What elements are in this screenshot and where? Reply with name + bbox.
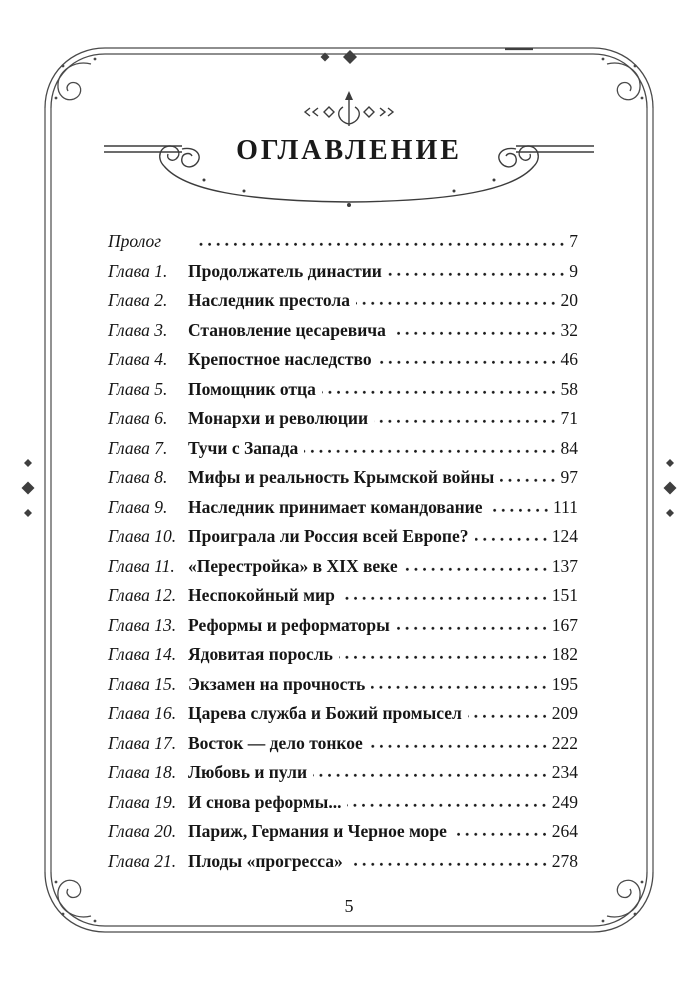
- toc-entry-label: Глава 20.: [108, 821, 177, 841]
- toc-dot-leader: [322, 388, 558, 395]
- toc-entry-label: Глава 4.: [108, 349, 168, 369]
- toc-entry-label: Глава 9.: [108, 496, 168, 517]
- toc-entry-label: Глава 17.: [108, 732, 177, 753]
- toc-entry-title: Реформы и реформаторы: [188, 614, 390, 635]
- toc-entry-title: Наследник принимает командование: [188, 496, 483, 517]
- toc-dot-leader: [347, 801, 548, 808]
- toc-entry-title: Царева служба и Божий промысел: [188, 703, 462, 723]
- toc-entry-label: Глава 14.: [108, 644, 177, 664]
- toc-entry: [108, 522, 578, 552]
- toc-entry-label: Глава 5.: [108, 378, 168, 399]
- toc-entry-title: И снова реформы...: [188, 791, 342, 812]
- toc-dot-leader: [369, 742, 549, 749]
- toc-entry-page: 20: [560, 290, 578, 310]
- toc-entry-title: Продолжатель династии: [188, 260, 382, 281]
- toc-entry: [108, 493, 578, 523]
- toc-entry: [108, 729, 578, 759]
- toc-entry-title: Плоды «прогресса»: [188, 850, 343, 871]
- toc-dot-leader: [468, 712, 549, 719]
- toc-entry-title: Крепостное наследство: [188, 349, 372, 369]
- toc-entry-title: Мифы и реальность Крымской войны: [188, 467, 495, 487]
- toc-entry-label: Глава 3.: [108, 319, 168, 340]
- toc-dot-leader: [489, 506, 551, 513]
- toc-entry: [108, 847, 578, 877]
- toc-entry: [108, 640, 578, 670]
- left-diamond-ornament: [22, 459, 35, 517]
- toc-entry-page: 9: [569, 260, 578, 281]
- toc-entry-title: Монархи и революции: [188, 408, 369, 428]
- toc-dot-leader: [194, 240, 566, 247]
- toc-dot-leader: [404, 565, 549, 572]
- toc-entry: [108, 581, 578, 611]
- toc-entry-page: 124: [551, 526, 578, 546]
- toc-entry-label: Пролог: [108, 231, 162, 251]
- toc-entry: [108, 404, 578, 434]
- toc-entry-title: Париж, Германия и Черное море: [188, 821, 447, 841]
- toc-entry: [108, 227, 578, 257]
- toc-entry-label: Глава 6.: [108, 408, 168, 428]
- toc-entry-page: 7: [569, 231, 578, 251]
- toc-entry: [108, 817, 578, 847]
- toc-entry-page: 278: [551, 850, 578, 871]
- toc-entry: [108, 552, 578, 582]
- toc-entry-page: 195: [551, 673, 578, 694]
- toc-entry-title: Любовь и пули: [188, 762, 308, 782]
- toc-entry-title: Тучи с Запада: [188, 437, 299, 458]
- toc-entry-page: 209: [551, 703, 578, 723]
- header: [104, 88, 594, 216]
- toc-entry-title: Проиграла ли Россия всей Европе?: [188, 526, 469, 546]
- toc-entry: [108, 257, 578, 287]
- toc-dot-leader: [500, 476, 557, 483]
- finial-icon: [305, 91, 393, 126]
- toc-entry-title: «Перестройка» в XIX веке: [188, 555, 398, 576]
- toc-entry-page: 222: [551, 732, 578, 753]
- center-dot-ornament: [347, 203, 351, 207]
- toc-entry-title: Становление цесаревича: [188, 319, 386, 340]
- toc-entry: [108, 316, 578, 346]
- toc-entry-page: 46: [560, 349, 578, 369]
- toc-entry: [108, 788, 578, 818]
- toc-entry-page: 111: [553, 496, 578, 517]
- toc-entry-label: Глава 11.: [108, 555, 175, 576]
- right-diamond-ornament: [664, 459, 677, 517]
- toc-entry-title: Наследник престола: [188, 290, 350, 310]
- toc-entry-label: Глава 15.: [108, 673, 177, 694]
- toc-dot-leader: [388, 270, 566, 277]
- toc-dot-leader: [341, 594, 549, 601]
- toc-entry-page: 97: [560, 467, 578, 487]
- toc-entry: [108, 611, 578, 641]
- toc-dot-leader: [356, 299, 558, 306]
- toc-dot-leader: [374, 417, 557, 424]
- page-title: ОГЛАВЛЕНИЕ: [236, 135, 462, 166]
- toc-entry-page: 182: [551, 644, 578, 664]
- toc-entry: [108, 699, 578, 729]
- toc-entry-label: Глава 10.: [108, 526, 177, 546]
- toc-entry-label: Глава 16.: [108, 703, 177, 723]
- toc-entry-label: Глава 12.: [108, 585, 177, 605]
- toc-entry-page: 84: [560, 437, 578, 458]
- toc-entry-title: Ядовитая поросль: [188, 644, 333, 664]
- toc-dot-leader: [349, 860, 549, 867]
- toc-entry-label: Глава 2.: [108, 290, 168, 310]
- toc-entry-title: Экзамен на прочность: [188, 673, 366, 694]
- toc-dot-leader: [313, 771, 549, 778]
- toc-entry-title: Неспокойный мир: [188, 585, 335, 605]
- toc-entry-title: Помощник отца: [188, 378, 316, 399]
- toc-entry-label: Глава 19.: [108, 791, 177, 812]
- toc-dot-leader: [396, 624, 549, 631]
- toc-entry-page: 234: [551, 762, 578, 782]
- toc-list: [108, 227, 578, 876]
- toc-entry: [108, 345, 578, 375]
- toc-entry-page: 151: [551, 585, 578, 605]
- toc-entry: [108, 286, 578, 316]
- toc-dot-leader: [371, 683, 548, 690]
- toc-entry: [108, 670, 578, 700]
- top-diamond-ornament: [321, 50, 358, 64]
- toc-entry-page: 167: [551, 614, 578, 635]
- toc-entry: [108, 758, 578, 788]
- toc-dot-leader: [339, 653, 549, 660]
- toc-entry-page: 264: [551, 821, 578, 841]
- toc-entry-page: 32: [560, 319, 578, 340]
- toc-dot-leader: [453, 830, 549, 837]
- toc-entry-title: Восток — дело тонкое: [188, 732, 363, 753]
- toc-entry-label: Глава 18.: [108, 762, 177, 782]
- toc-entry: [108, 434, 578, 464]
- toc-dot-leader: [304, 447, 557, 454]
- toc-entry-page: 137: [551, 555, 578, 576]
- toc-dot-leader: [378, 358, 558, 365]
- toc-entry-label: Глава 8.: [108, 467, 168, 487]
- toc-entry-label: Глава 21.: [108, 850, 177, 871]
- toc-dot-leader: [392, 329, 558, 336]
- toc-entry-page: 71: [560, 408, 578, 428]
- toc-dot-leader: [475, 535, 549, 542]
- toc-entry-page: 249: [551, 791, 578, 812]
- toc-entry-page: 58: [560, 378, 578, 399]
- toc-entry-label: Глава 1.: [108, 260, 168, 281]
- toc-entry-label: Глава 7.: [108, 437, 168, 458]
- toc-entry: [108, 463, 578, 493]
- toc-entry-label: Глава 13.: [108, 614, 177, 635]
- folio-page-number: 5: [344, 896, 354, 916]
- toc-entry: [108, 375, 578, 405]
